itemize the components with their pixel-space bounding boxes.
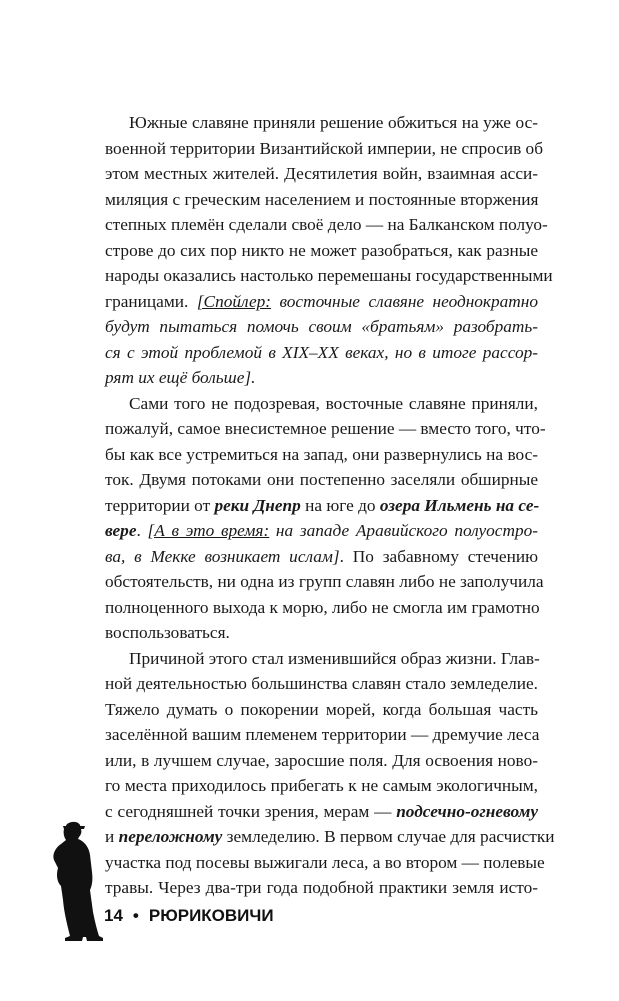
paragraph-2 (105, 391, 546, 646)
meanwhile-text: ва, в Мекке возникает ислам] (105, 546, 340, 566)
text-run: и (105, 827, 119, 846)
text-run: с сегодняшней точки зрения, мерам — (105, 801, 397, 821)
text-line: го места приходилось прибегать к не самым экологичным, (105, 776, 538, 795)
paragraph-3 (105, 646, 555, 901)
meanwhile-heading: [А в это время: (147, 521, 270, 540)
text-line (105, 544, 538, 570)
text-run: на юге до (300, 495, 380, 515)
spoiler-line: ся с этой проблемой в XIX–XX веках, но в итоге рассор- (105, 342, 538, 362)
text-line: травы. Через два-три года подобной практики земля исто- (105, 878, 538, 897)
spoiler-text: восточные славяне неоднократно (271, 291, 538, 311)
text-line: полноценного выхода к морю, либо не смогла им грамотно (105, 597, 540, 617)
text-run: границами. (105, 291, 197, 311)
text-line: пожалуй, самое внесистемное решение — вместо того, что- (105, 419, 546, 438)
text-run: . По забавному стечению (339, 546, 539, 566)
figure-silhouette-icon (37, 820, 109, 945)
text-line: Сами того не подозревая, восточные славяне приняли, (129, 393, 538, 413)
text-line: заселённой вашим племенем территории — дремучие леса (105, 725, 540, 744)
term-fallow: переложному (118, 827, 223, 846)
page-footer (104, 904, 274, 928)
text-run: . (136, 521, 148, 540)
text-line: ной деятельностью большинства славян стало земледелие. (105, 674, 538, 693)
text-line: обстоятельств, ни одна из групп славян либо не заполучила (105, 572, 544, 591)
text-line: строве до сих пор никто не может разобраться, как разные (105, 240, 538, 260)
text-line: Причиной этого стал изменившийся образ жизни. Глав- (129, 648, 540, 668)
text-line: участка под посевы выжигали леса, а во втором — полевые (105, 852, 545, 872)
text-line: миляция с греческим населением и постоянные вторжения (105, 189, 539, 209)
spoiler-line: будут пытаться помочь своим «братьям» разобрать- (105, 317, 538, 336)
text-line: ток. Двумя потоками они постепенно заселяли обширные (105, 470, 538, 489)
text-line: степных племён сделали своё дело — на Балканском полуо- (105, 215, 548, 234)
text-line: бы как все устремиться на запад, они развернулись на вос- (105, 444, 538, 464)
paragraph-1 (105, 110, 553, 391)
term-slash-and-burn: подсечно-огневому (396, 801, 538, 821)
text-line (105, 289, 538, 315)
text-line: или, в лучшем случае, заросшие поля. Для освоения ново- (105, 750, 538, 770)
spoiler-label (197, 292, 538, 311)
page-number: 14 (104, 906, 123, 925)
term-ilmen: озера Ильмень на се- (379, 495, 540, 515)
body-text (105, 110, 555, 901)
spoiler-heading: [Спойлер: (196, 291, 272, 311)
text-line: военной территории Византийской империи, не спросив об (105, 138, 543, 158)
text-line (105, 518, 538, 544)
term-dnepr: реки Днепр (214, 495, 301, 515)
text-line: воспользоваться. (105, 623, 230, 642)
text-line: Тяжело думать о покорении морей, когда большая часть (105, 699, 538, 719)
text-run: территории от (105, 495, 215, 515)
term-ilmen-end: вере (105, 521, 137, 540)
bullet-separator: • (132, 906, 139, 925)
text-line (105, 824, 555, 850)
text-line: Южные славяне приняли решение обжиться на уже ос- (129, 113, 538, 132)
spoiler-line: рят их ещё больше]. (105, 368, 256, 387)
text-run: земледелию. В первом случае для расчистки (222, 827, 555, 846)
text-line (105, 493, 538, 519)
meanwhile-text: на западе Аравийского полуостро- (269, 521, 538, 540)
text-line: народы оказались настолько перемешаны государственными (105, 266, 553, 285)
running-title: РЮРИКОВИЧИ (148, 906, 274, 925)
text-line (105, 799, 538, 825)
text-line: этом местных жителей. Десятилетия войн, взаимная асси- (105, 164, 538, 183)
